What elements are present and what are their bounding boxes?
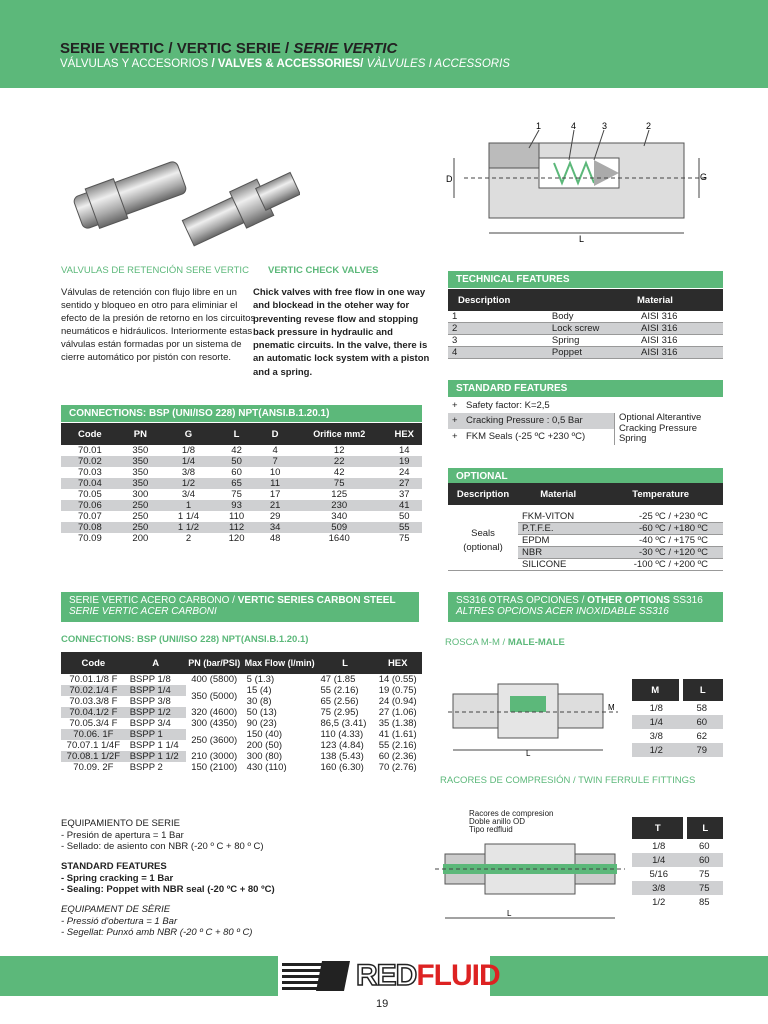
redfluid-logo-stripes-icon bbox=[282, 959, 352, 993]
page-title: SERIE VERTIC / VERTIC SERIE / SERIE VERTIC bbox=[60, 40, 398, 57]
carbon-series-bar: SERIE VERTIC ACERO CARBONO / VERTIC SERIES CARBON STEEL SERIE VERTIC ACER CARBONI bbox=[61, 592, 419, 622]
redfluid-logo bbox=[278, 953, 500, 999]
page-number: 19 bbox=[376, 998, 389, 1010]
connections-title-2: CONNECTIONS: BSP (UNI/ISO 228) NPT(ANSI.B.1.20.1) bbox=[61, 634, 309, 645]
connections-table-1: Code PN G L D Orifice mm2 HEX 70.01 350 1/8 42 4 12 14 70.02 350 1/4 50 7 22 19 70.03 350 3/8 60 10 42 24 70.04 350 1/2 65 11 75 27 70.05 300 3/4 75 17 125 37 70.06 250 1 93 21 230 41 70.07 250 1 1/4 110 29 340 50 70.08 250 1 1/2 112 34 509 55 70.09 200 2 120 48 1640 75 bbox=[61, 423, 422, 544]
male-male-table: M L 1/8 58 1/4 60 3/8 62 1/2 79 bbox=[632, 679, 723, 757]
valve-section-diagram bbox=[444, 118, 714, 248]
svg-text:2: 2 bbox=[646, 121, 652, 131]
male-male-diagram bbox=[448, 672, 623, 757]
twin-ferrule-diagram bbox=[435, 834, 625, 924]
svg-text:L: L bbox=[507, 909, 512, 918]
redfluid-logo-text: REDFLUID bbox=[356, 959, 500, 992]
racores-title: RACORES DE COMPRESIÓN / TWIN FERRULE FITTINGS bbox=[440, 775, 696, 786]
technical-features-table: Description Material 1 Body AISI 316 2 Lock screw AISI 316 3 Spring AISI 316 4 Poppet AISI 316 bbox=[448, 289, 723, 359]
connections-title-1: CONNECTIONS: BSP (UNI/ISO 228) NPT(ANSI.B.1.20.1) bbox=[61, 405, 422, 422]
optional-table: Description Material Temperature Seals (optional) FKM-VITON -25 ºC / +230 ºC P.T.F.E. -60 ºC / +180 ºC EPDM -40 ºC / +175 ºC NBR -30 ºC / +120 ºC SILICONE -100 ºC / +200 ºC bbox=[448, 483, 723, 571]
svg-text:L: L bbox=[579, 234, 585, 244]
intro-title-es: VALVULAS DE RETENCIÓN SERE VERTIC bbox=[61, 265, 249, 276]
svg-text:M: M bbox=[608, 703, 615, 712]
connections-table-2: Code A PN (bar/PSI) Max Flow (l/min) L HEX 70.01.1/8 F BSPP 1/8 400 (5800) 5 (1.3) 47 (1.85 14 (0.55) 70.02.1/4 F BSPP 1/4 350 (5000) 15 (4) 55 (2.16) 19 (0.75) 70.03.3/8 F BSPP 3/8 30 (8) 65 (2.56) 24 (0.94) 70.04.1/2 F BSPP 1/2 320 (4600) 50 (13) 75 (2.95) 27 (1.06) 70.05.3/4 F BSPP 3/4 300 (4350) 90 (23) 86,5 (3.41) 35 (1.38) 70.06. 1F BSPP 1 250 (3600) 150 (40) 110 (4.33) 41 (1.61) 70.07.1 1/4F BSPP 1 1/4 200 (50) 123 (4.84) 55 (2.16) 70.08.1 1/2F BSPP 1 1/2 210 (3000) 300 (80) 138 (5.43) 60 (2.36) 70.09. 2F BSPP 2 150 (2100) 430 (110) 160 (6.30) 70 (2.76) bbox=[61, 652, 422, 773]
rosca-title: ROSCA M-M / MALE-MALE bbox=[445, 637, 565, 648]
intro-text-es: Válvulas de retención con flujo libre en un sentido y bloqueo en otro para eliminiar el efecto de la presión de retorno en los circuitos neumáticos e hidráulicos. Interiormente estas válvulas están formadas por un sistema de cierre automático por pistón con resorte. bbox=[61, 287, 256, 363]
ss316-options-bar: SS316 OTRAS OPCIONES / OTHER OPTIONS SS316 ALTRES OPCIONS ACER INOXIDABLE SS316 bbox=[448, 592, 723, 622]
svg-text:L: L bbox=[526, 749, 531, 757]
valve-photo bbox=[60, 140, 300, 250]
page-subtitle: VÁLVULAS Y ACCESORIOS / VALVES & ACCESSORIES/ VÀLVULES I ACCESSORIS bbox=[60, 58, 510, 70]
racores-notes: Racores de compresion Doble anillo OD Tipo redfluid bbox=[469, 809, 554, 834]
notes-en: STANDARD FEATURES - Spring cracking = 1 Bar - Sealing: Poppet with NBR seal (-20 ºC + 80 ºC) bbox=[61, 861, 275, 895]
svg-text:4: 4 bbox=[571, 121, 577, 131]
intro-text-en: Chick valves with free flow in one way and blockead in the oteher way for preventing revese flow and stopping back pressure in hydraulic and pnematic circuits. In the valve, there is an automatic lock system with a piston and a spring. bbox=[253, 287, 430, 378]
notes-es: EQUIPAMIENTO DE SERIE - Presión de apertura = 1 Bar - Sellado: de asiento con NBR (-20 º C + 80 º C) bbox=[61, 818, 264, 852]
svg-text:D: D bbox=[446, 174, 453, 184]
standard-features-table: + Safety factor: K=2,5 + Cracking Pressure : 0,5 Bar Optional Alterantive Cracking Pressure Spring + FKM Seals (-25 ºC +230 ºC) bbox=[448, 398, 723, 445]
twin-ferrule-table: T L 1/8 60 1/4 60 5/16 75 3/8 75 1/2 85 bbox=[632, 817, 723, 909]
standard-features-title: STANDARD FEATURES bbox=[448, 380, 723, 397]
intro-title-en: VERTIC CHECK VALVES bbox=[268, 265, 379, 276]
svg-text:1: 1 bbox=[536, 121, 542, 131]
optional-title: OPTIONAL bbox=[448, 468, 723, 485]
svg-text:3: 3 bbox=[602, 121, 608, 131]
notes-ca: EQUIPAMENT DE SÈRIE - Pressió d'obertura = 1 Bar - Segellat: Punxó amb NBR (-20 º C + 80 º C) bbox=[61, 904, 253, 938]
technical-features-title: TECHNICAL FEATURES bbox=[448, 271, 723, 288]
svg-text:G: G bbox=[700, 172, 708, 182]
